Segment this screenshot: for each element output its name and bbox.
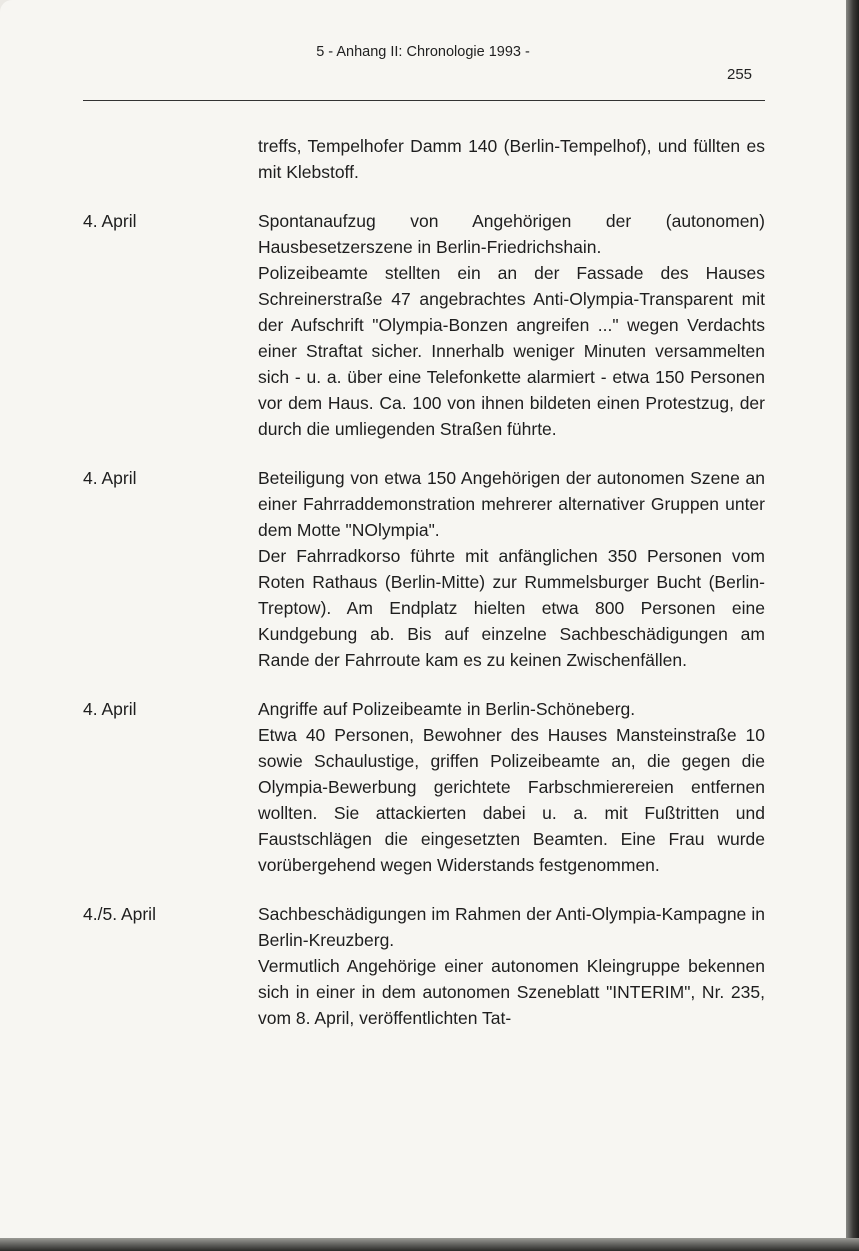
entry-paragraph: Polizeibeamte stellten ein an der Fassade des Hauses Schreinerstraße 47 angebrachtes Anti-Olympia-Transparent mit der Aufschrift "Olympia-Bonzen angreifen ..." wegen Verdachts einer Straftat sicher. Innerhalb weniger Minuten versammelten sich - u. a. über eine Telefonkette alarmiert - etwa 150 Personen vor dem Haus. Ca. 100 von ihnen bildeten einen Protestzug, der durch die umliegenden Straßen führte. <box>258 263 765 439</box>
entry-body <box>258 133 765 185</box>
chronology-entry <box>83 465 765 673</box>
entry-paragraph: Etwa 40 Personen, Bewohner des Hauses Mansteinstraße 10 sowie Schaulustige, griffen Polizeibeamte an, die gegen die Olympia-Bewerbung gerichtete Farbschmierereien entfernen wollten. Sie attackierten dabei u. a. mit Fußtritten und Faustschlägen die eingesetzten Beamten. Eine Frau wurde vorübergehend wegen Widerstands festgenommen. <box>258 725 765 875</box>
entry-paragraph: Beteiligung von etwa 150 Angehörigen der autonomen Szene an einer Fahrraddemonstration mehrerer alternativer Gruppen unter dem Motte "NOlympia". <box>258 468 765 540</box>
entry-paragraph: treffs, Tempelhofer Damm 140 (Berlin-Tempelhof), und füllten es mit Klebstoff. <box>258 136 765 182</box>
chronology-entry <box>83 208 765 442</box>
running-head: 5 - Anhang II: Chronologie 1993 - <box>316 44 530 60</box>
entry-paragraph: Spontanaufzug von Angehörigen der (autonomen) Hausbesetzerszene in Berlin-Friedrichshain. <box>258 211 765 257</box>
entry-body <box>258 696 765 878</box>
chronology-entries <box>83 133 765 1054</box>
entry-paragraph: Angriffe auf Polizeibeamte in Berlin-Schöneberg. <box>258 699 636 719</box>
entry-body <box>258 465 765 673</box>
entry-body <box>258 901 765 1031</box>
chronology-entry <box>83 133 765 185</box>
entry-date: 4. April <box>83 468 137 488</box>
entry-paragraph: Sachbeschädigungen im Rahmen der Anti-Olympia-Kampagne in Berlin-Kreuzberg. <box>258 904 765 950</box>
book-spine-shadow <box>846 0 859 1251</box>
chronology-entry <box>83 696 765 878</box>
entry-paragraph: Vermutlich Angehörige einer autonomen Kleingruppe bekennen sich in einer in dem autonomen Szeneblatt "INTERIM", Nr. 235, vom 8. April, veröffentlichten Tat- <box>258 956 765 1028</box>
entry-date: 4. April <box>83 699 137 719</box>
entry-date: 4. April <box>83 211 137 231</box>
entry-date: 4./5. April <box>83 904 156 924</box>
page-number: 255 <box>727 66 753 83</box>
entry-paragraph: Der Fahrradkorso führte mit anfänglichen 350 Personen vom Roten Rathaus (Berlin-Mitte) zur Rummelsburger Bucht (Berlin-Treptow). Am Endplatz hielten etwa 800 Personen eine Kundgebung ab. Bis auf einzelne Sachbeschädigungen am Rande der Fahrroute kam es zu keinen Zwischenfällen. <box>258 546 765 670</box>
page-bottom-edge <box>0 1238 859 1251</box>
entry-body <box>258 208 765 442</box>
chronology-entry <box>83 901 765 1031</box>
entry-date <box>83 133 258 185</box>
header-rule <box>83 100 765 101</box>
